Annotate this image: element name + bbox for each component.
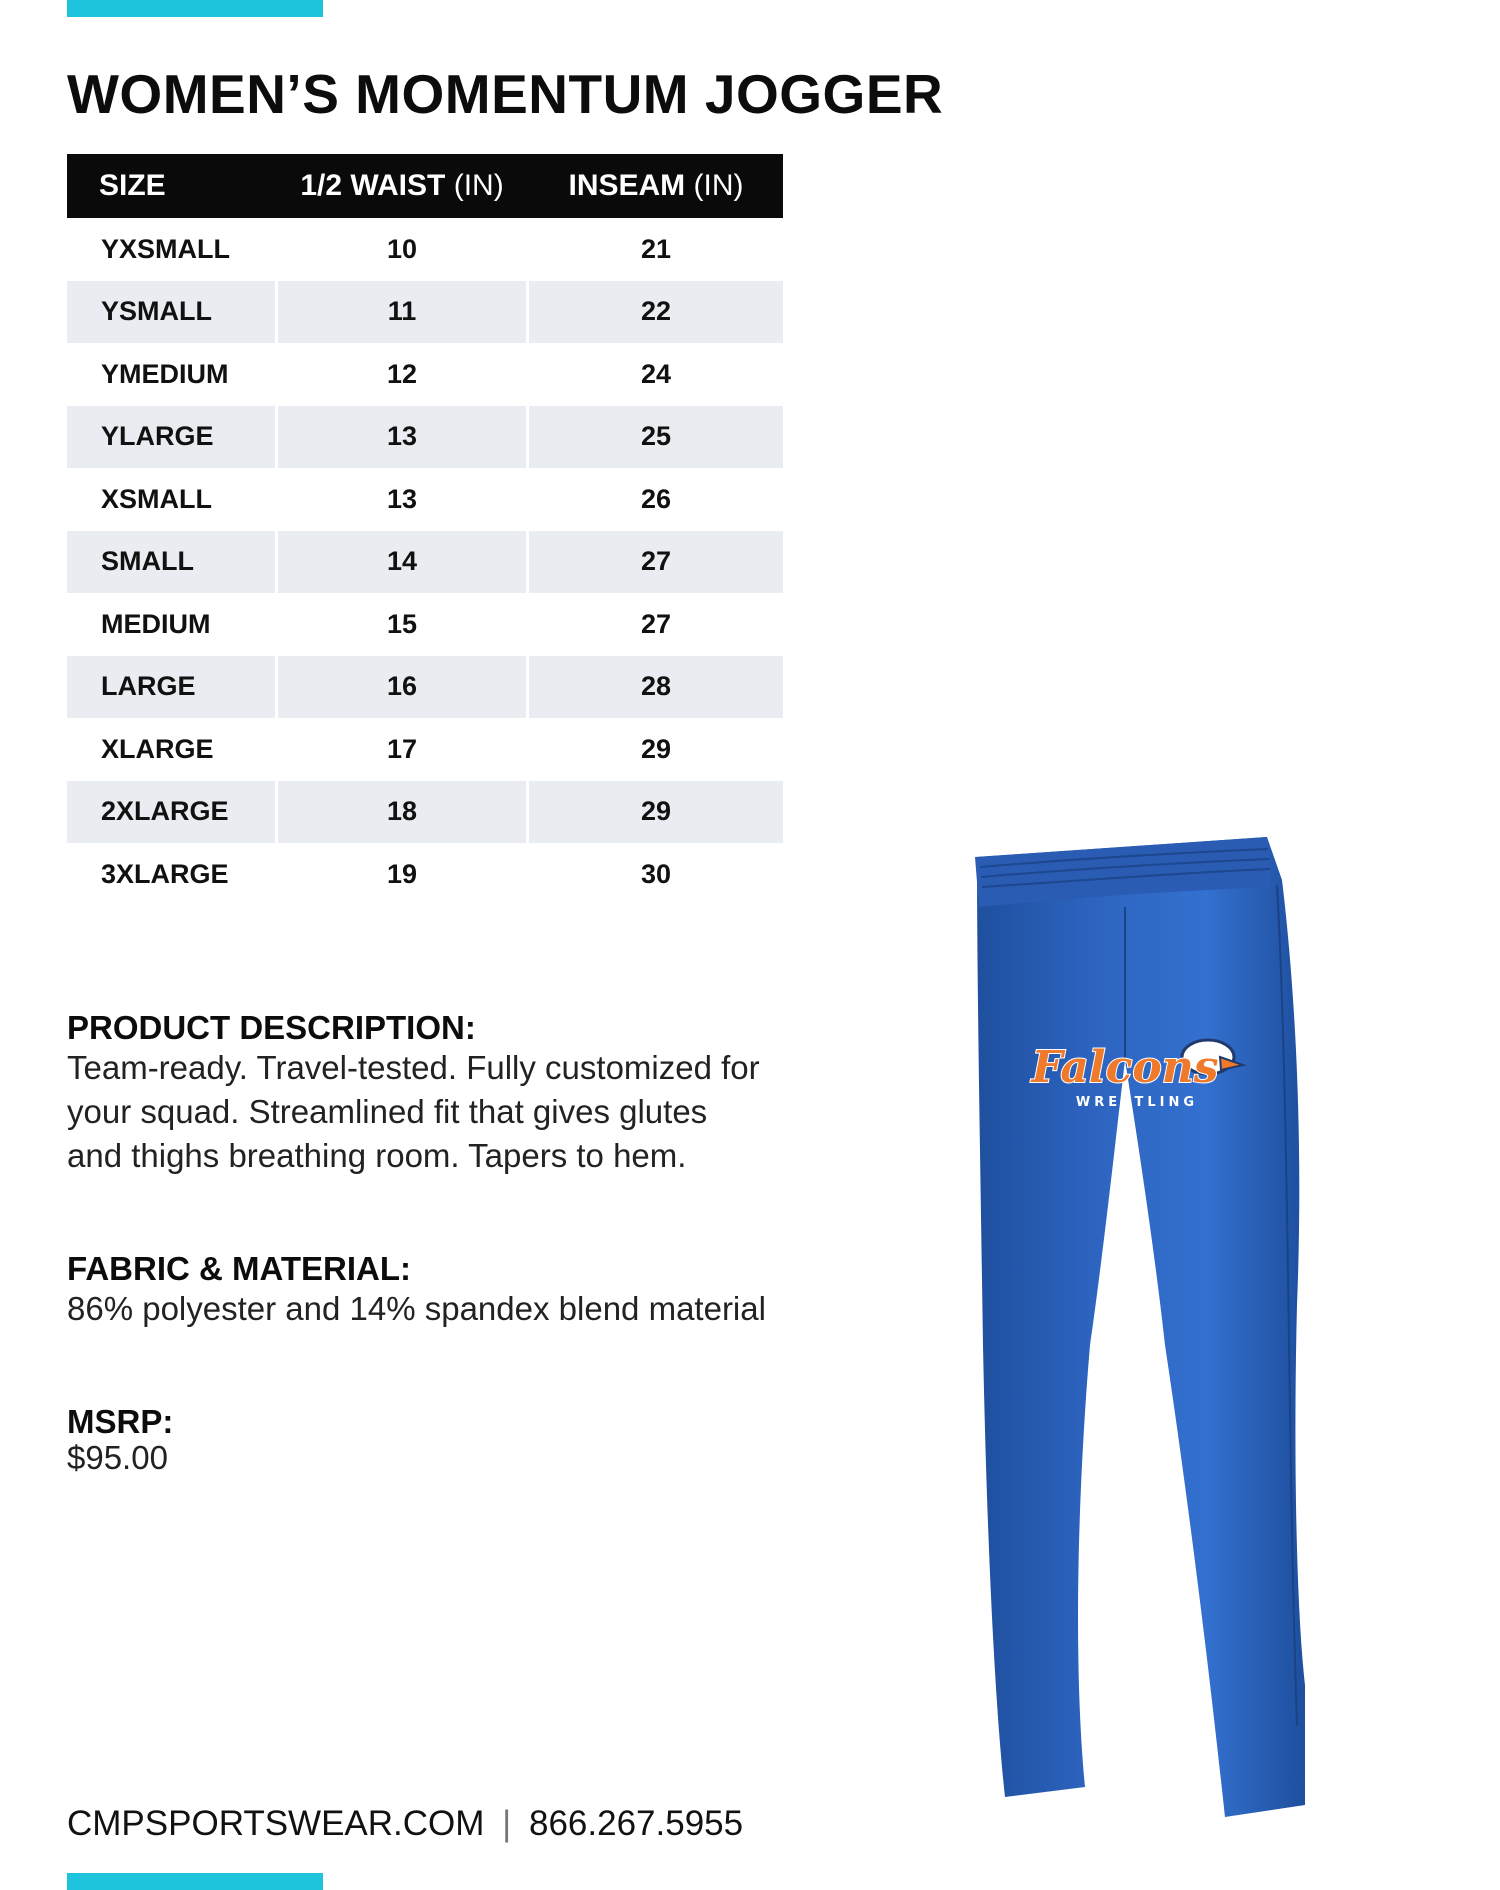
page-title: WOMEN’S MOMENTUM JOGGER — [67, 63, 944, 125]
table-row — [67, 781, 783, 844]
logo-subtext: WRESTLING — [1075, 1095, 1199, 1110]
waist-cell: 13 — [275, 406, 529, 469]
msrp-heading: MSRP: — [67, 1403, 174, 1440]
waist-cell: 19 — [386, 858, 418, 889]
header-size: SIZE — [99, 169, 166, 202]
waist-cell: 18 — [275, 781, 529, 844]
bottom-accent-bar — [67, 1873, 323, 1890]
waist-cell: 16 — [275, 656, 529, 719]
size-cell: YXSMALL — [101, 233, 231, 264]
pants-body — [977, 837, 1305, 1817]
header-inseam: INSEAM (IN) — [568, 169, 744, 202]
header-waist: 1/2 WAIST (IN) — [300, 169, 504, 202]
size-cell: YMEDIUM — [101, 358, 229, 389]
size-cell: 2XLARGE — [67, 781, 275, 844]
inseam-cell: 29 — [529, 781, 783, 844]
footer-separator: | — [502, 1804, 512, 1843]
table-header — [67, 154, 783, 218]
phone-number[interactable]: 866.267.5955 — [529, 1804, 744, 1843]
waist-cell: 12 — [386, 358, 418, 389]
waist-cell: 10 — [386, 233, 418, 264]
table-row — [67, 843, 783, 906]
table-row — [67, 281, 783, 344]
inseam-cell: 22 — [529, 281, 783, 344]
fabric-material — [67, 1251, 767, 1331]
inseam-cell: 27 — [529, 531, 783, 594]
website-link[interactable]: CMPSPORTSWEAR.COM — [67, 1804, 485, 1843]
size-cell: MEDIUM — [101, 608, 211, 639]
table-row — [67, 343, 783, 406]
product-description — [67, 1010, 767, 1178]
table-body — [67, 218, 783, 906]
size-cell: YLARGE — [67, 406, 275, 469]
description-heading: PRODUCT DESCRIPTION: — [67, 1009, 476, 1046]
table-row — [67, 718, 783, 781]
msrp-price: $95.00 — [67, 1439, 168, 1476]
size-cell: YSMALL — [67, 281, 275, 344]
inseam-cell: 24 — [640, 358, 672, 389]
fabric-heading: FABRIC & MATERIAL: — [67, 1250, 412, 1287]
table-row — [67, 531, 783, 594]
waist-cell: 13 — [386, 483, 418, 514]
size-cell: SMALL — [67, 531, 275, 594]
inseam-cell: 30 — [640, 858, 672, 889]
waist-cell: 17 — [386, 733, 418, 764]
table-row — [67, 406, 783, 469]
table-row — [67, 218, 783, 281]
top-accent-bar — [67, 0, 323, 17]
waist-cell: 14 — [275, 531, 529, 594]
table-row — [67, 468, 783, 531]
inseam-cell: 28 — [529, 656, 783, 719]
jogger-pants-image — [925, 825, 1325, 1825]
size-chart-table — [67, 154, 783, 906]
size-cell: XLARGE — [101, 733, 214, 764]
inseam-cell: 21 — [640, 233, 672, 264]
logo-script: Falcons — [1031, 1042, 1219, 1093]
inseam-cell: 25 — [529, 406, 783, 469]
footer-contact — [67, 1804, 743, 1844]
size-cell: 3XLARGE — [101, 858, 229, 889]
size-cell: XSMALL — [101, 483, 212, 514]
table-row — [67, 656, 783, 719]
waist-cell: 15 — [386, 608, 418, 639]
inseam-cell: 26 — [640, 483, 672, 514]
table-row — [67, 593, 783, 656]
waist-cell: 11 — [275, 281, 529, 344]
inseam-cell: 29 — [640, 733, 672, 764]
size-cell: LARGE — [67, 656, 275, 719]
inseam-cell: 27 — [640, 608, 672, 639]
description-text: Team-ready. Travel-tested. Fully customized for your squad. Streamlined fit that gives glutes and thighs breathing room. Tapers to hem. — [67, 1049, 760, 1174]
msrp — [67, 1404, 767, 1476]
fabric-text: 86% polyester and 14% spandex blend material — [67, 1290, 766, 1327]
